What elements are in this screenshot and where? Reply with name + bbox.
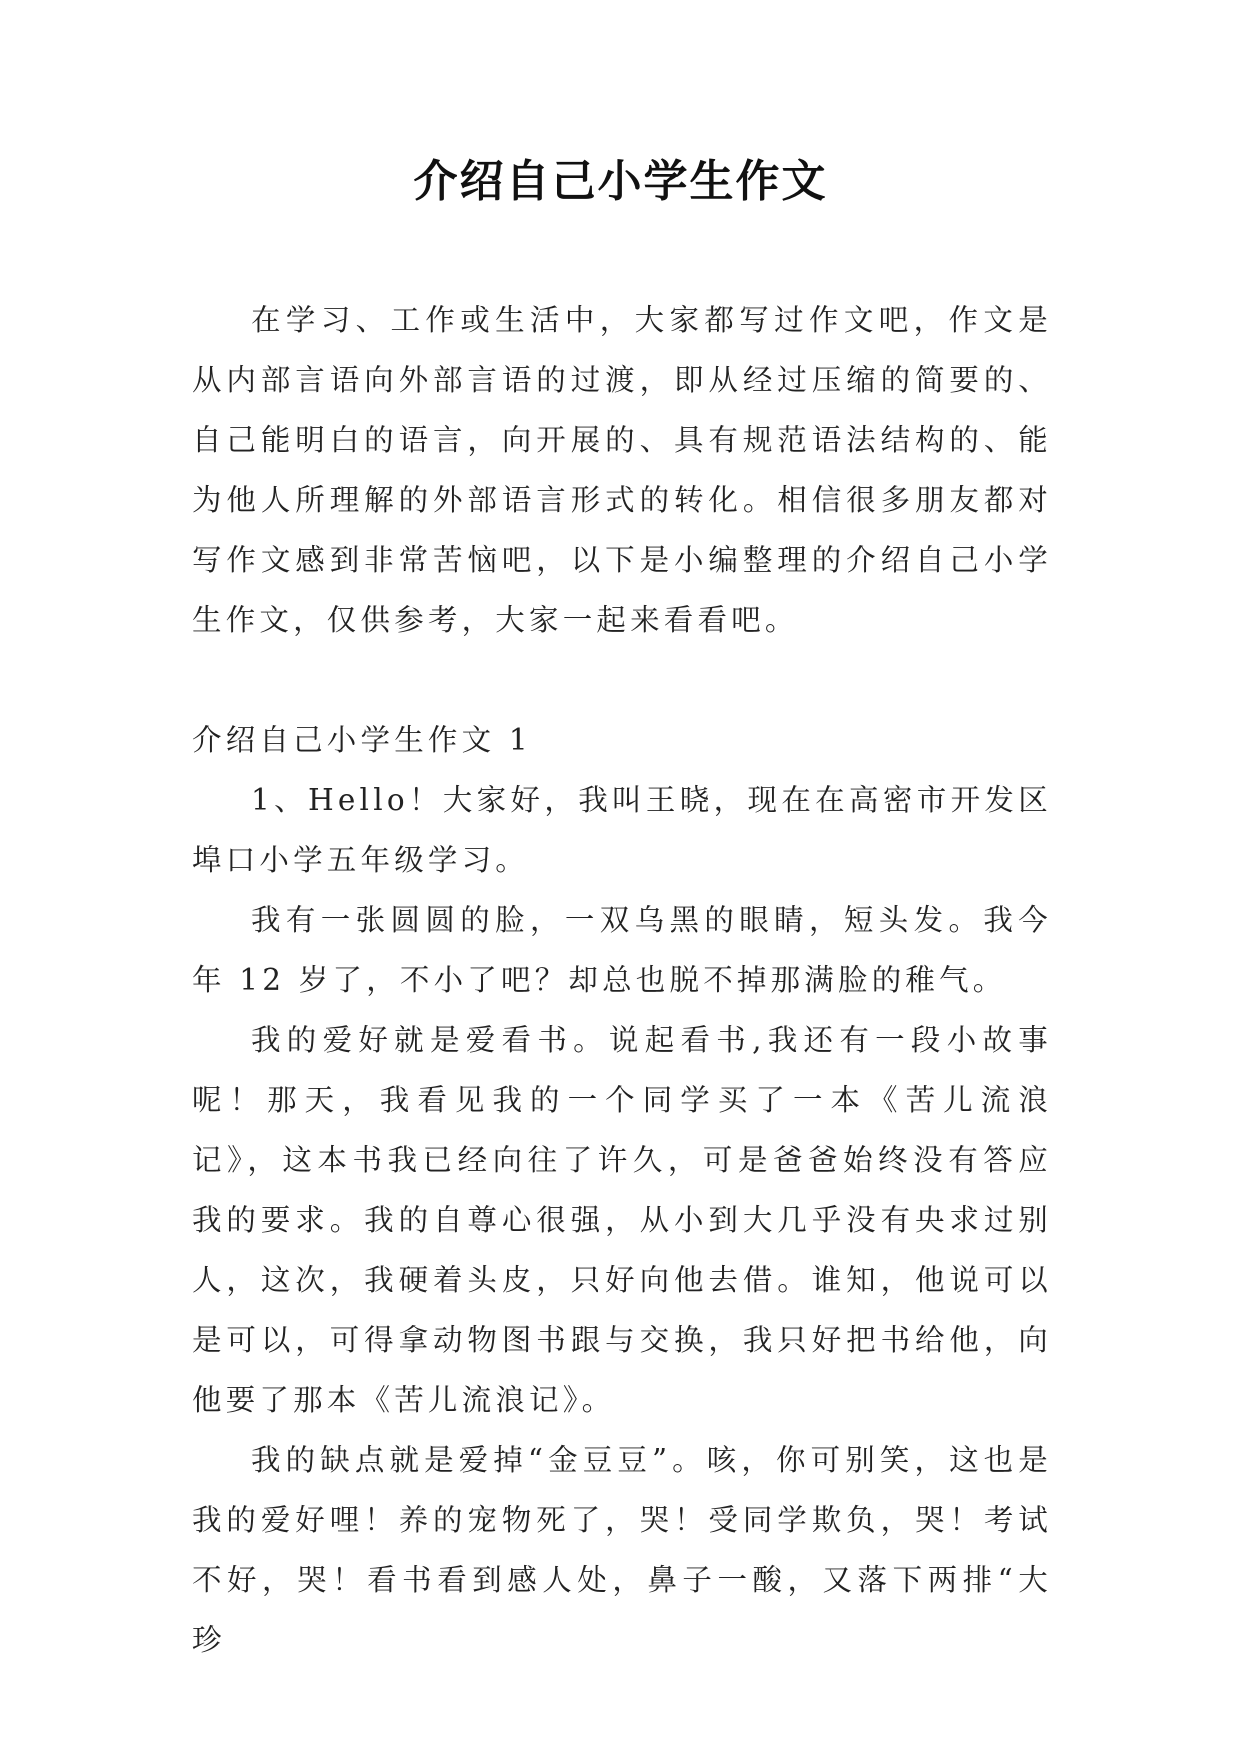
- body-paragraph-4: 我的缺点就是爱掉“金豆豆”。咳，你可别笑，这也是我的爱好哩！养的宠物死了，哭！受同学欺负，哭！考试不好，哭！看书看到感人处，鼻子一酸，又落下两排“大珍: [192, 1443, 1052, 1657]
- body-paragraph-2: 我有一张圆圆的脸，一双乌黑的眼睛，短头发。我今年 12 岁了，不小了吧？却总也脱不掉那满脸的稚气。: [192, 903, 1052, 997]
- document-title: 介绍自己小学生作文: [413, 156, 828, 207]
- section-heading: 介绍自己小学生作文 1: [192, 723, 532, 757]
- body-paragraph-1: 1、Hello！大家好，我叫王晓，现在在高密市开发区埠口小学五年级学习。: [192, 783, 1052, 877]
- body-paragraph-3: 我的爱好就是爱看书。说起看书,我还有一段小故事呢！那天，我看见我的一个同学买了一本《苦儿流浪记》，这本书我已经向往了许久，可是爸爸始终没有答应我的要求。我的自尊心很强，从小到大几乎没有央求过别人，这次，我硬着头皮，只好向他去借。谁知，他说可以是可以，可得拿动物图书跟与交换，我只好把书给他，向他要了那本《苦儿流浪记》。: [192, 1023, 1052, 1417]
- intro-paragraph: 在学习、工作或生活中，大家都写过作文吧，作文是从内部言语向外部言语的过渡，即从经过压缩的简要的、自己能明白的语言，向开展的、具有规范语法结构的、能为他人所理解的外部语言形式的转化。相信很多朋友都对写作文感到非常苦恼吧，以下是小编整理的介绍自己小学生作文，仅供参考，大家一起来看看吧。: [192, 303, 1052, 637]
- document-body: [192, 290, 1052, 1670]
